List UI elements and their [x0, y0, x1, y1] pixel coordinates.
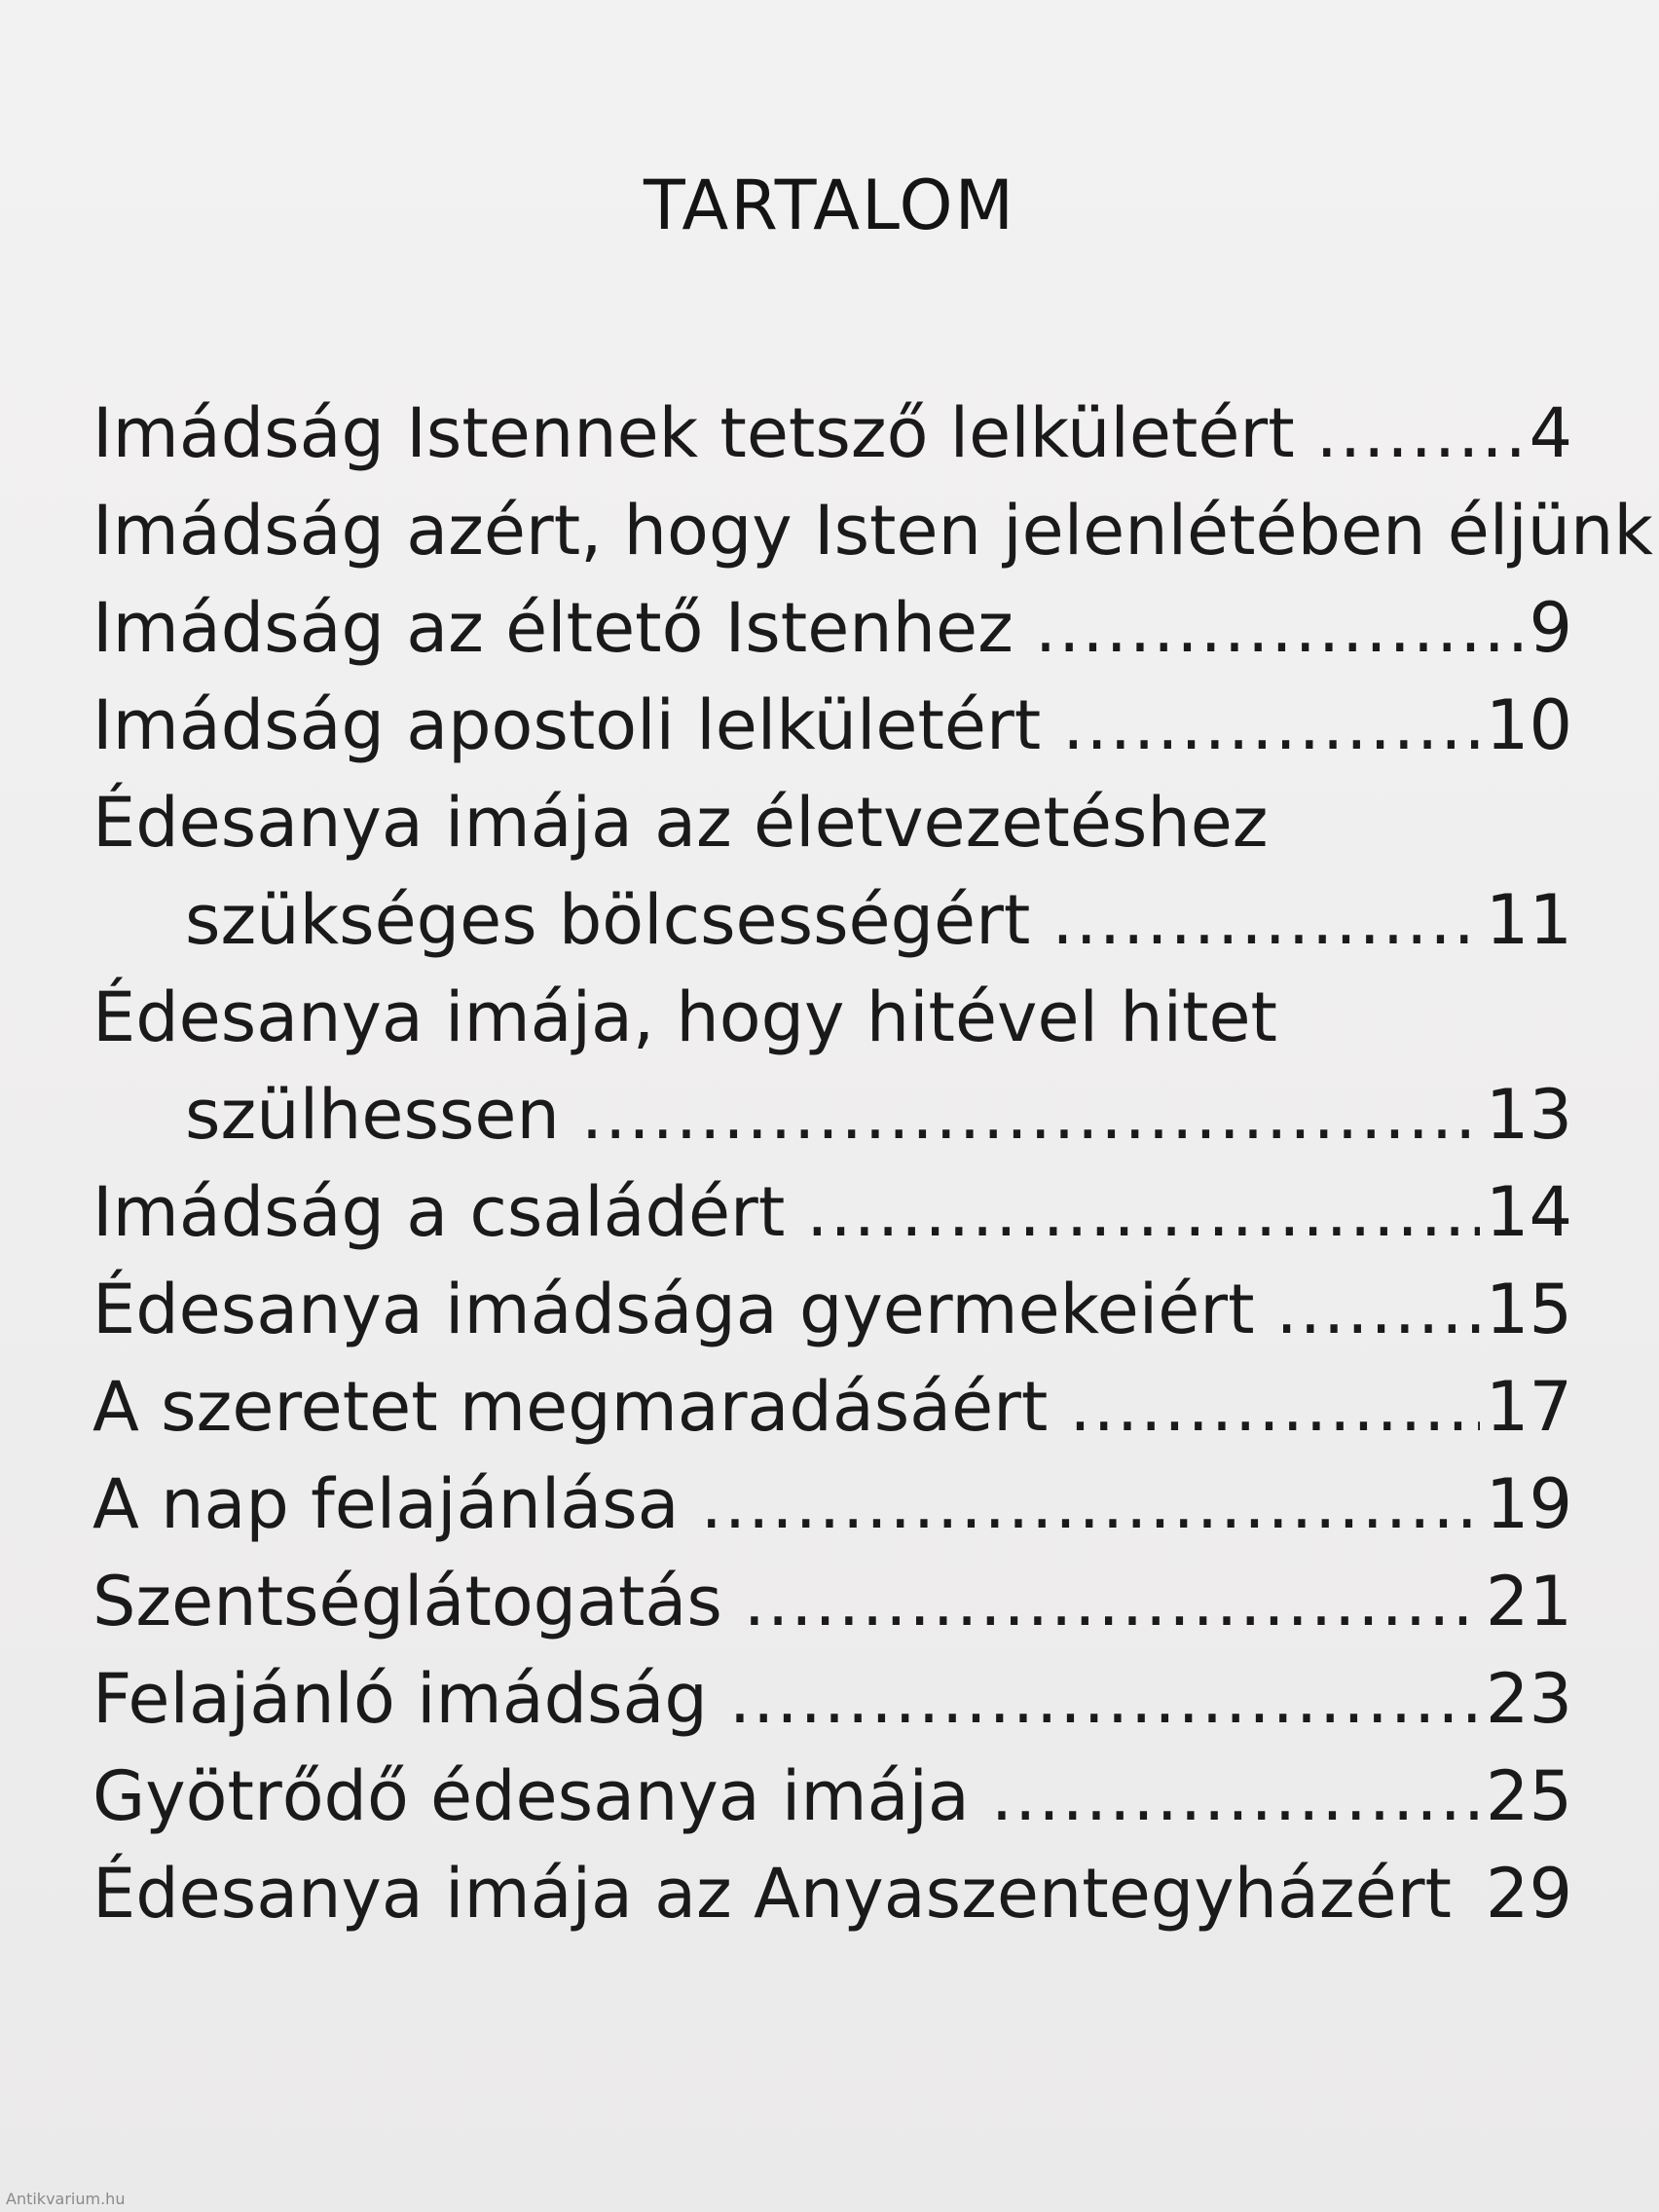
toc-entry-page: 9	[1529, 588, 1572, 668]
toc-entry	[92, 1733, 1572, 1836]
toc-entry-page: 4	[1529, 393, 1572, 473]
toc-entry-title: szülhessen	[185, 1075, 560, 1155]
toc-entry	[92, 467, 1653, 571]
toc-entry-title: Imádság azért, hogy Isten jelenlétében éljünk	[92, 491, 1653, 571]
toc-entry-continuation	[185, 857, 1572, 960]
dot-leader	[991, 1762, 1480, 1830]
toc-entry	[92, 1344, 1572, 1447]
dot-leader	[701, 1470, 1480, 1538]
page-title: TARTALOM	[644, 166, 1015, 245]
toc-entry	[92, 1636, 1572, 1739]
toc-entry-title: Gyötrődő édesanya imája	[92, 1756, 970, 1836]
watermark-text: Antikvarium.hu	[6, 2190, 126, 2208]
toc-entry-title: Édesanya imája az életvezetéshez	[92, 783, 1269, 863]
toc-entry-page: 10	[1485, 685, 1572, 765]
toc-entry-title: Édesanya imádsága gyermekeiért	[92, 1270, 1255, 1349]
toc-entry	[92, 370, 1572, 473]
dot-leader	[729, 1665, 1480, 1733]
toc-entry	[92, 1149, 1572, 1252]
toc-entry	[92, 1830, 1572, 1934]
toc-entry-page: 21	[1485, 1562, 1572, 1641]
toc-entry-title: A nap felajánlása	[92, 1464, 680, 1544]
toc-entry-title: Imádság Istennek tetsző lelkületért	[92, 393, 1295, 473]
toc-entry-title: Édesanya imája az Anyaszentegyházért	[92, 1854, 1452, 1934]
toc-entry-page: 29	[1485, 1854, 1572, 1934]
toc-entry-title: Imádság az éltető Istenhez	[92, 588, 1014, 668]
toc-entry	[92, 1538, 1572, 1641]
dot-leader	[1316, 399, 1524, 467]
toc-entry-page: 17	[1485, 1367, 1572, 1447]
dot-leader	[581, 1081, 1480, 1149]
dot-leader	[1035, 594, 1524, 662]
toc-entry-title: Imádság a családért	[92, 1172, 786, 1252]
toc-entry-title: Imádság apostoli lelkületért	[92, 685, 1042, 765]
toc-entry-continuation	[185, 1051, 1572, 1155]
toc-entry-title: Szentséglátogatás	[92, 1562, 722, 1641]
dot-leader	[744, 1567, 1480, 1636]
toc-entry	[92, 1441, 1572, 1544]
toc-entry-title: Édesanya imája, hogy hitével hitet	[92, 977, 1278, 1057]
toc-entry-title: A szeretet megmaradásáért	[92, 1367, 1049, 1447]
toc-entry	[92, 1246, 1572, 1349]
dot-leader	[1069, 1373, 1480, 1441]
dot-leader	[1062, 691, 1480, 759]
toc-entry-page: 11	[1485, 880, 1572, 960]
toc-entry-page: 15	[1485, 1270, 1572, 1349]
dot-leader	[806, 1178, 1480, 1246]
toc-entry	[92, 565, 1572, 668]
toc-entry-title: szükséges bölcsességért	[185, 880, 1031, 960]
toc-entry-page: 14	[1485, 1172, 1572, 1252]
toc-entry	[92, 662, 1572, 765]
toc-entry-first-line	[92, 759, 1572, 863]
toc-entry-first-line	[92, 954, 1572, 1057]
dot-leader	[1276, 1275, 1480, 1344]
toc-entry-page: 13	[1485, 1075, 1572, 1155]
toc-entry-page: 23	[1485, 1659, 1572, 1739]
toc-entry-page: 25	[1485, 1756, 1572, 1836]
toc-entry-title: Felajánló imádság	[92, 1659, 708, 1739]
dot-leader	[1051, 886, 1480, 954]
dot-leader	[1473, 1860, 1480, 1928]
toc-entry-page: 19	[1485, 1464, 1572, 1544]
